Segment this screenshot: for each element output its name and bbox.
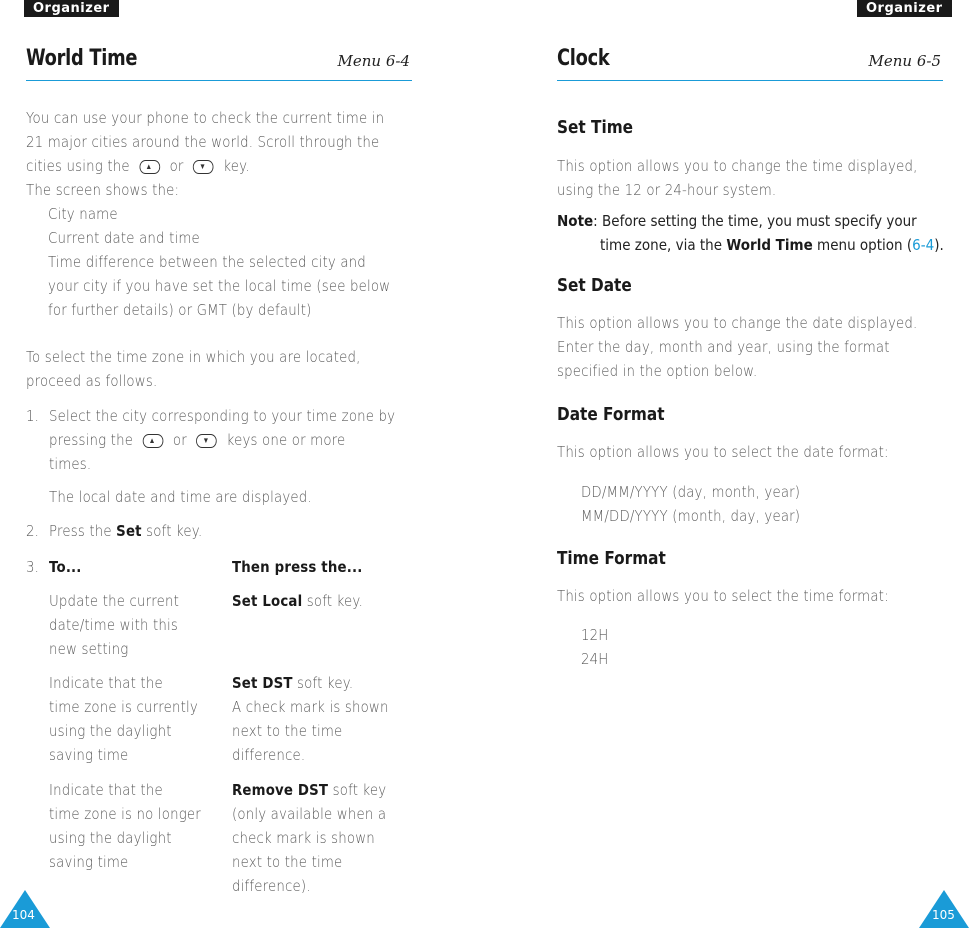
row-then: next to the time xyxy=(232,853,343,871)
row-then: next to the time xyxy=(232,722,343,740)
up-key-icon: ▲ xyxy=(143,434,164,448)
page-title: Clock xyxy=(557,46,610,71)
section-tab-right: Organizer xyxy=(857,0,952,17)
time-format-option: 12H xyxy=(581,626,609,644)
select-line: To select the time zone in which you are located, xyxy=(26,348,361,366)
bullet-item: Time difference between the selected city and xyxy=(48,253,366,271)
body-line: This option allows you to change the time displayed, xyxy=(557,157,918,175)
row-to: Indicate that the xyxy=(49,781,163,799)
left-page xyxy=(26,0,413,928)
soft-key-label: Set DST xyxy=(232,674,293,692)
row-to: time zone is no longer xyxy=(49,805,201,823)
menu-reference: Menu 6-4 xyxy=(337,52,410,70)
heading-time-format: Time Format xyxy=(557,548,666,569)
column-header-to: To... xyxy=(49,558,82,576)
row-to: Update the current xyxy=(49,592,180,610)
note-text: ). xyxy=(934,236,944,254)
right-page-header xyxy=(557,44,943,81)
step-text-part: keys one or more xyxy=(226,431,346,449)
body-line: This option allows you to change the date displayed. xyxy=(557,314,918,332)
body-line: Enter the day, month and year, using the format xyxy=(557,338,890,356)
step-number: 1. xyxy=(26,407,40,425)
intro-line: 21 major cities around the world. Scroll through the xyxy=(26,133,380,151)
step-text-part: Press the xyxy=(49,522,112,540)
bullet-item: for further details) or GMT (by default) xyxy=(48,301,312,319)
bullet-item: City name xyxy=(48,205,118,223)
heading-date-format: Date Format xyxy=(557,404,665,425)
menu-reference: Menu 6-5 xyxy=(868,52,941,70)
step-result: The local date and time are displayed. xyxy=(49,488,312,506)
up-key-icon: ▲ xyxy=(139,160,160,174)
body-line: using the 12 or 24-hour system. xyxy=(557,181,777,199)
row-to: using the daylight xyxy=(49,829,172,847)
step-text-part: soft key. xyxy=(146,522,203,540)
heading-set-time: Set Time xyxy=(557,117,634,138)
step-number: 3. xyxy=(26,558,40,576)
step-text xyxy=(49,428,345,452)
screen-shows-text: The screen shows the: xyxy=(26,181,180,199)
right-page xyxy=(557,0,944,928)
intro-line: You can use your phone to check the current time in xyxy=(26,109,385,127)
row-to: using the daylight xyxy=(49,722,172,740)
section-tab-left: Organizer xyxy=(24,0,119,17)
body-line: This option allows you to select the time format: xyxy=(557,587,889,605)
column-header-then: Then press the... xyxy=(232,558,363,576)
set-key-label: Set xyxy=(116,522,142,540)
row-then-text: soft key. xyxy=(306,592,364,610)
step-text-part: pressing the xyxy=(49,431,134,449)
row-to: Indicate that the xyxy=(49,674,163,692)
row-to: saving time xyxy=(49,746,129,764)
note-label: Note xyxy=(557,212,594,230)
row-then: difference). xyxy=(232,877,311,895)
step-text: times. xyxy=(49,455,92,473)
date-format-option: DD/MM/YYYY (day, month, year) xyxy=(581,483,801,501)
row-then: check mark is shown xyxy=(232,829,375,847)
note-text: : Before setting the time, you must specify your xyxy=(593,212,917,230)
down-key-icon: ▼ xyxy=(193,160,214,174)
select-line: proceed as follows. xyxy=(26,372,158,390)
step-number: 2. xyxy=(26,522,40,540)
row-then-text: soft key. xyxy=(297,674,354,692)
left-page-header xyxy=(26,44,412,81)
row-then xyxy=(232,671,353,695)
row-to: date/time with this xyxy=(49,616,179,634)
note-line xyxy=(600,233,944,257)
row-then xyxy=(232,589,363,613)
bullet-item: Current date and time xyxy=(48,229,200,247)
body-line: specified in the option below. xyxy=(557,362,758,380)
note-ref: 6-4 xyxy=(912,236,935,254)
heading-set-date: Set Date xyxy=(557,275,632,296)
page-title: World Time xyxy=(26,46,138,71)
intro-text: cities using the xyxy=(26,157,130,175)
row-then: (only available when a xyxy=(232,805,387,823)
down-key-icon: ▼ xyxy=(196,434,217,448)
row-to: new setting xyxy=(49,640,129,658)
row-then: A check mark is shown xyxy=(232,698,389,716)
row-to: saving time xyxy=(49,853,129,871)
page-number: 104 xyxy=(12,908,35,922)
soft-key-label: Set Local xyxy=(232,592,303,610)
note-bold: World Time xyxy=(726,236,813,254)
page-number: 105 xyxy=(932,908,955,922)
note-text: time zone, via the xyxy=(600,236,723,254)
intro-line xyxy=(26,154,250,178)
intro-text: key. xyxy=(223,157,250,175)
step-text xyxy=(49,519,202,543)
note-text: menu option ( xyxy=(817,236,913,254)
row-then xyxy=(232,778,386,802)
step-text: Select the city corresponding to your time zone by xyxy=(49,407,396,425)
row-then: difference. xyxy=(232,746,306,764)
body-line: This option allows you to select the date format: xyxy=(557,443,889,461)
note-line xyxy=(557,209,917,233)
or-text: or xyxy=(172,431,187,449)
row-then-text: soft key xyxy=(332,781,387,799)
or-text: or xyxy=(169,157,184,175)
row-to: time zone is currently xyxy=(49,698,198,716)
time-format-option: 24H xyxy=(581,650,609,668)
soft-key-label: Remove DST xyxy=(232,781,329,799)
date-format-option: MM/DD/YYYY (month, day, year) xyxy=(581,507,801,525)
bullet-item: your city if you have set the local time (see below xyxy=(48,277,391,295)
